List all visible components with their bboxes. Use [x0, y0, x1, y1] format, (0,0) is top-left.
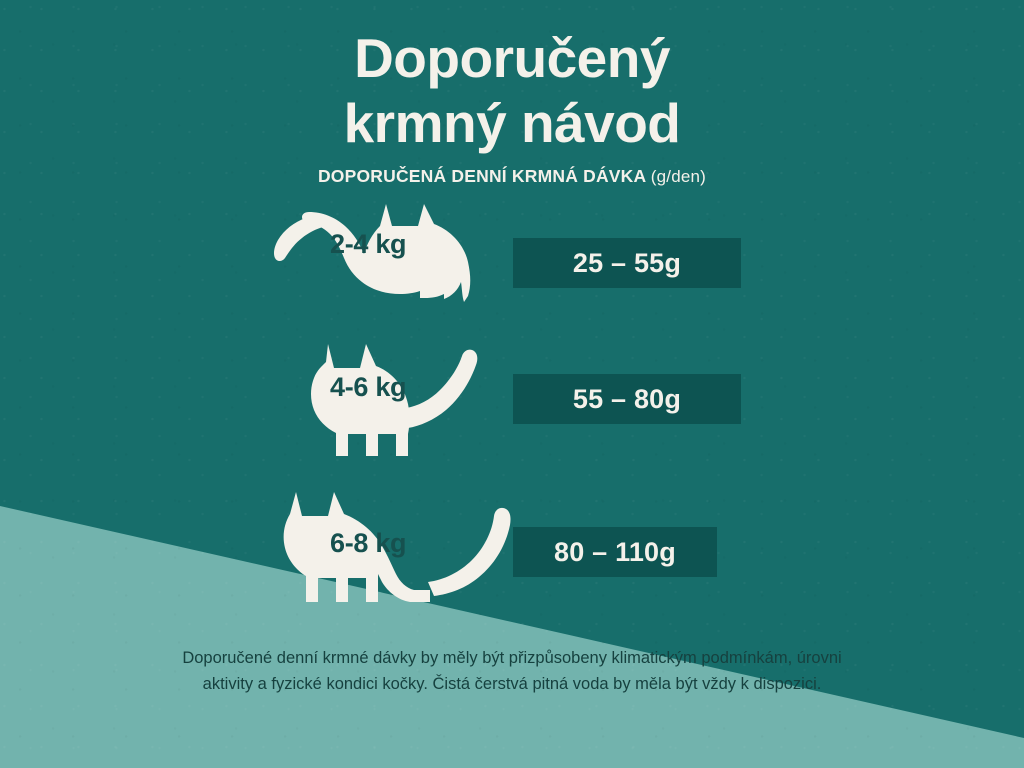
footnote-text: Doporučené denní krmné dávky by měly být přizpůsobeny klimatickým podmínkám, úrovni aktivity a fyzické kondici kočky. Čistá čerstvá pitná voda by měla být vždy k dispozici. [182, 649, 842, 694]
sitting-cat-icon [268, 196, 518, 326]
page-title [0, 26, 1024, 156]
weight-label: 2-4 kg [330, 229, 407, 259]
feeding-row [0, 330, 1024, 470]
weight-label: 6-8 kg [330, 528, 407, 558]
weight-label: 4-6 kg [330, 372, 407, 402]
amount-label: 80 – 110g [554, 536, 676, 567]
amount-label: 55 – 80g [572, 383, 682, 414]
amount-label: 25 – 55g [572, 247, 682, 278]
feeding-row [0, 196, 1024, 336]
amount-box [513, 374, 741, 424]
page-title-line-2: krmný návod [343, 91, 681, 154]
amount-box [513, 527, 717, 577]
subtitle [0, 166, 1024, 187]
subtitle-unit: (g/den) [650, 167, 707, 186]
feeding-row [0, 478, 1024, 618]
subtitle-main: DOPORUČENÁ DENNÍ KRMNÁ DÁVKA [317, 166, 646, 186]
amount-box [513, 238, 741, 288]
page-title-line-1: Doporučený [354, 27, 670, 89]
